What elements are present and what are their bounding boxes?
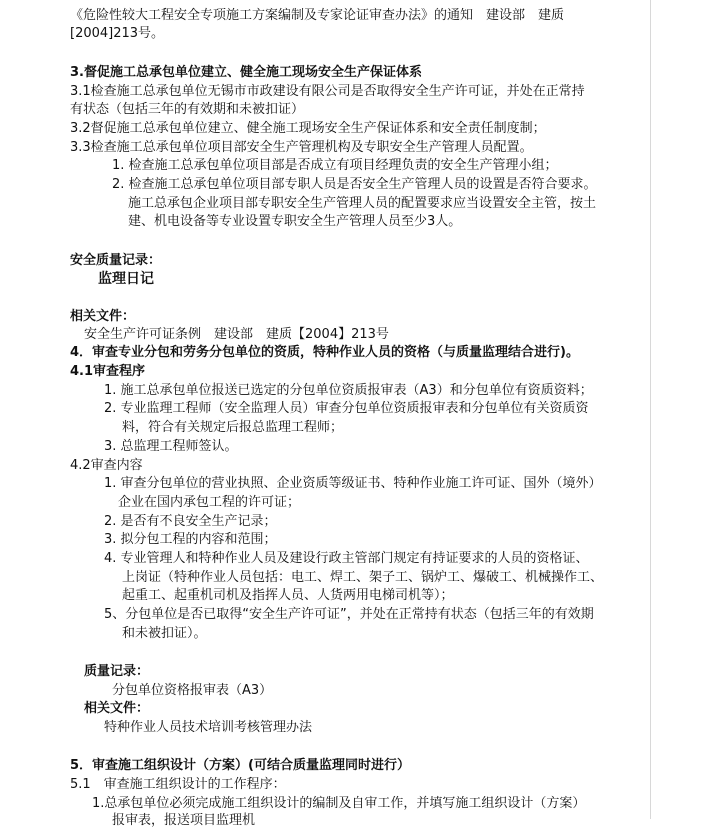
text-line: 安全生产许可证条例 建设部 建质【2004】213号: [84, 327, 389, 342]
text-line: 建、机电设备等专业设置专职安全生产管理人员至少3人。: [128, 214, 462, 229]
text-line: 料，符合有关规定后报总监理工程师；: [122, 420, 344, 435]
text-line: 3.3检查施工总承包单位项目部安全生产管理机构及专职安全生产管理人员配置。: [70, 140, 533, 155]
text-line: 和未被扣证）。: [122, 626, 207, 641]
text-line: [2004]213号。: [70, 26, 165, 41]
list-item: 3. 总监理工程师签认。: [104, 439, 238, 454]
section-heading: 5．审查施工组织设计（方案）(可结合质量监理同时进行）: [70, 758, 410, 773]
list-item: 1. 审查分包单位的营业执照、企业资质等级证书、特种作业施工许可证、国外（境外）: [104, 476, 602, 491]
list-item: 5、分包单位是否已取得“安全生产许可证”，并处在正常持有状态（包括三年的有效期: [104, 607, 594, 622]
text-line: 《危险性较大工程安全专项施工方案编制及专家论证审查办法》的通知 建设部 建质: [70, 8, 565, 23]
list-item: 2. 检查施工总承包单位项目部专职人员是否安全生产管理人员的设置是否符合要求。: [112, 177, 597, 192]
text-line: 有状态（包括三年的有效期和未被扣证）: [70, 102, 305, 117]
list-item: 2. 是否有不良安全生产记录；: [104, 514, 277, 529]
list-item: 2. 专业监理工程师（安全监理人员）审查分包单位资质报审表和分包单位有关资质资: [104, 401, 589, 416]
subsection-heading: 4.2审查内容: [70, 458, 143, 473]
subsection-heading: 5.1 审查施工组织设计的工作程序：: [70, 777, 286, 792]
list-item: 4. 专业管理人和特种作业人员及建设行政主管部门规定有持证要求的人员的资格证、: [104, 551, 589, 566]
page-margin-line: [650, 0, 651, 819]
record-item: 分包单位资格报审表（A3）: [112, 683, 273, 698]
related-docs-heading: 相关文件：: [70, 309, 136, 324]
text-line: 企业在国内承包工程的许可证；: [118, 495, 301, 510]
subsection-heading: 4.1审查程序: [70, 364, 146, 379]
section-heading: 3.督促施工总承包单位建立、健全施工现场安全生产保证体系: [70, 65, 422, 80]
list-item: 1.总承包单位必须完成施工组织设计的编制及自审工作，并填写施工组织设计（方案）: [92, 796, 586, 811]
text-line: 特种作业人员技术培训考核管理办法: [104, 720, 313, 735]
text-line: 施工总承包企业项目部专职安全生产管理人员的配置要求应当设置安全主管，按土: [128, 196, 597, 211]
list-item: 1. 施工总承包单位报送已选定的分包单位资质报审表（A3）和分包单位有资质资料；: [104, 383, 593, 398]
text-line: 3.2督促施工总承包单位建立、健全施工现场安全生产保证体系和安全责任制度制；: [70, 121, 546, 136]
text-line: 3.1检查施工总承包单位无锡市市政建设有限公司是否取得安全生产许可证，并处在正常持: [70, 84, 585, 99]
section-heading: 4．审查专业分包和劳务分包单位的资质，特种作业人员的资格（与质量监理结合进行)。: [70, 345, 579, 360]
text-line: 报审表，报送项目监理机: [112, 813, 256, 828]
text-line: 起重工、起重机司机及指挥人员、人货两用电梯司机等）；: [122, 588, 454, 603]
text-line: 上岗证（特种作业人员包括：电工、焊工、架子工、锅炉工、爆破工、机械操作工、: [122, 570, 604, 585]
record-item: 监理日记: [98, 271, 154, 287]
record-heading: 质量记录：: [84, 664, 150, 679]
related-docs-heading: 相关文件：: [84, 701, 150, 716]
record-heading: 安全质量记录：: [70, 253, 162, 268]
list-item: 1. 检查施工总承包单位项目部是否成立有项目经理负责的安全生产管理小组；: [112, 158, 558, 173]
list-item: 3. 拟分包工程的内容和范围；: [104, 532, 277, 547]
